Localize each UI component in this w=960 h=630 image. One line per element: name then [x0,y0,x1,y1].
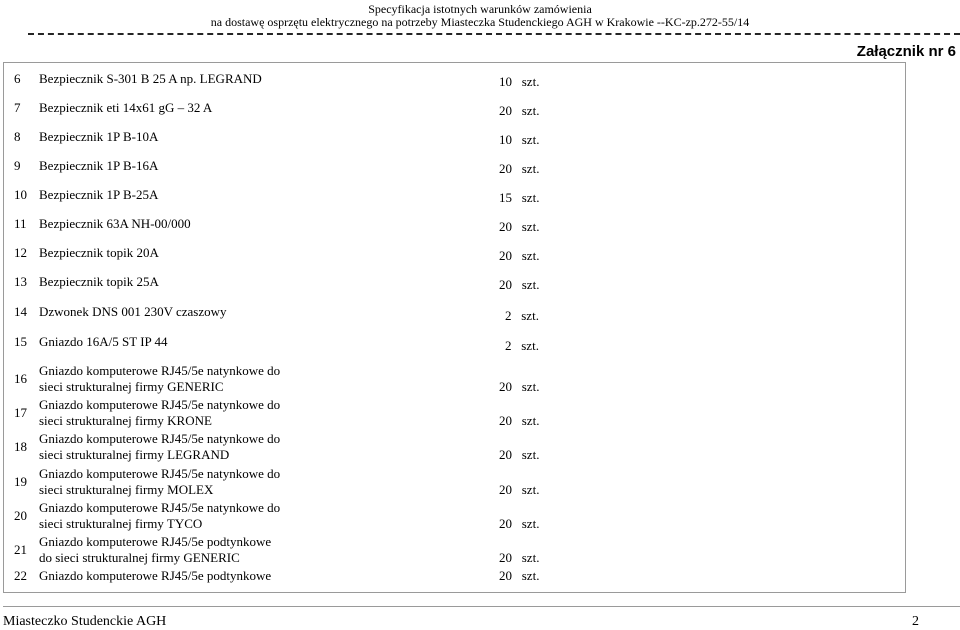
item-quantity: 10 szt. [499,132,540,147]
item-number: 18 [14,439,27,454]
footer-divider [3,606,960,607]
item-name: Gniazdo komputerowe RJ45/5e podtynkowe do sieci strukturalnej firmy GENERIC [39,534,272,565]
item-number: 22 [14,568,27,583]
item-number: 17 [14,405,27,420]
item-name: Gniazdo komputerowe RJ45/5e natynkowe do sieci strukturalnej firmy GENERIC [39,363,281,394]
item-name: Bezpiecznik topik 20A [39,245,159,260]
item-number: 15 [14,334,27,349]
item-name: Gniazdo komputerowe RJ45/5e natynkowe do sieci strukturalnej firmy KRONE [39,397,281,428]
dashed-divider [28,33,960,35]
page-number: 2 [912,614,919,629]
item-quantity: 15 szt. [499,190,540,205]
item-number: 10 [14,187,27,202]
item-quantity: 20 szt. [499,161,540,176]
item-quantity: 2 szt. [505,338,539,353]
item-number: 7 [14,100,21,115]
item-quantity: 10 szt. [499,74,540,89]
spec-title: Specyfikacja istotnych warunków zamówienia [368,2,592,16]
item-name: Dzwonek DNS 001 230V czaszowy [39,304,227,319]
item-name: Gniazdo komputerowe RJ45/5e podtynkowe [39,568,272,583]
item-number: 12 [14,245,27,260]
item-name: Bezpiecznik S-301 B 25 A np. LEGRAND [39,71,262,86]
item-number: 14 [14,304,27,319]
item-number: 13 [14,274,27,289]
item-number: 20 [14,508,27,523]
item-number: 19 [14,474,27,489]
item-name: Gniazdo 16A/5 ST IP 44 [39,334,168,349]
item-name: Gniazdo komputerowe RJ45/5e natynkowe do sieci strukturalnej firmy LEGRAND [39,431,281,462]
item-quantity: 20 szt. [499,219,540,234]
item-name: Bezpiecznik 63A NH-00/000 [39,216,191,231]
item-quantity: 20 szt. [499,447,540,462]
footer-text: Miasteczko Studenckie AGH [3,614,167,629]
item-number: 6 [14,71,21,86]
item-quantity: 2 szt. [505,308,539,323]
item-quantity: 20 szt. [499,413,540,428]
item-quantity: 20 szt. [499,550,540,565]
item-number: 9 [14,158,21,173]
item-name: Bezpiecznik eti 14x61 gG – 32 A [39,100,213,115]
item-quantity: 20 szt. [499,277,540,292]
item-number: 16 [14,371,27,386]
item-name: Gniazdo komputerowe RJ45/5e natynkowe do sieci strukturalnej firmy MOLEX [39,466,281,497]
item-quantity: 20 szt. [499,379,540,394]
spec-subtitle: na dostawę osprzętu elektrycznego na potrzeby Miasteczka Studenckiego AGH w Krakowie --KC-zp.272-55/14 [210,15,750,29]
item-quantity: 20 szt. [499,482,540,497]
item-name: Bezpiecznik 1P B-25A [39,187,159,202]
annex-label: Załącznik nr 6 [856,43,956,60]
item-name: Bezpiecznik 1P B-16A [39,158,159,173]
item-quantity: 20 szt. [499,248,540,263]
item-name: Bezpiecznik topik 25A [39,274,159,289]
item-name: Gniazdo komputerowe RJ45/5e natynkowe do sieci strukturalnej firmy TYCO [39,500,281,531]
items-table [3,62,906,593]
item-number: 11 [14,216,27,231]
item-quantity: 20 szt. [499,568,540,583]
item-quantity: 20 szt. [499,516,540,531]
item-number: 8 [14,129,21,144]
item-quantity: 20 szt. [499,103,540,118]
item-name: Bezpiecznik 1P B-10A [39,129,159,144]
item-number: 21 [14,542,27,557]
